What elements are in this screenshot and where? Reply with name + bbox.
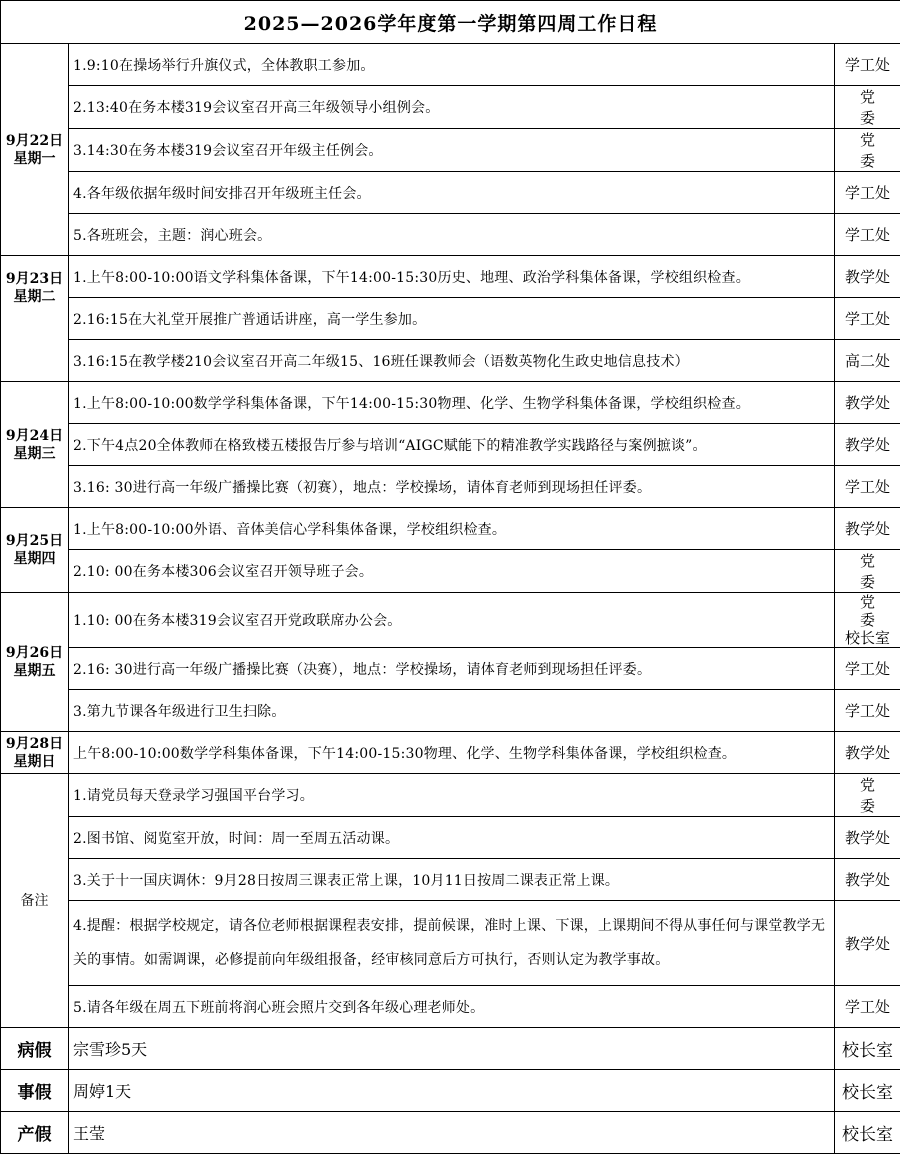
dept-cell: 教学处 [835, 859, 900, 901]
table-row [1, 986, 900, 1028]
leave-type: 病假 [1, 1028, 69, 1070]
note-item: 3.关于十一国庆调休：9月28日按周三课表正常上课，10月11日按周二课表正常上课。 [69, 859, 835, 901]
schedule-item: 2.16: 30进行高一年级广播操比赛（决赛），地点：学校操场，请体育老师到现场担任评委。 [69, 648, 835, 690]
day-cell [1, 44, 69, 256]
day-weekday: 星期一 [1, 150, 68, 168]
dept-cell: 教学处 [835, 508, 900, 550]
dept-cell: 党 委 [835, 550, 900, 593]
day-weekday: 星期五 [1, 662, 68, 680]
table-row [1, 817, 900, 859]
leave-row [1, 1070, 900, 1112]
table-row [1, 424, 900, 466]
dept-cell: 教学处 [835, 382, 900, 424]
day-cell [1, 256, 69, 382]
table-row [1, 774, 900, 817]
dept-cell: 教学处 [835, 817, 900, 859]
table-row [1, 256, 900, 298]
table-row [1, 298, 900, 340]
note-item: 5.请各年级在周五下班前将润心班会照片交到各年级心理老师处。 [69, 986, 835, 1028]
table-row [1, 129, 900, 172]
dept-cell: 党 委 [835, 129, 900, 172]
dept-cell [835, 593, 900, 648]
schedule-item: 2.10: 00在务本楼306会议室召开领导班子会。 [69, 550, 835, 593]
table-row [1, 901, 900, 986]
leave-name: 王莹 [69, 1112, 835, 1154]
schedule-item: 1.上午8:00-10:00数学学科集体备课，下午14:00-15:30物理、化学、生物学科集体备课，学校组织检查。 [69, 382, 835, 424]
day-date: 9月28日 [1, 735, 68, 753]
table-row [1, 44, 900, 86]
dept-cell: 学工处 [835, 44, 900, 86]
schedule-item: 1.9:10在操场举行升旗仪式，全体教职工参加。 [69, 44, 835, 86]
note-item: 1.请党员每天登录学习强国平台学习。 [69, 774, 835, 817]
page-title: 2025—2026学年度第一学期第四周工作日程 [1, 1, 900, 44]
day-cell [1, 593, 69, 732]
table-row [1, 340, 900, 382]
dept-cell: 教学处 [835, 424, 900, 466]
day-weekday: 星期日 [1, 753, 68, 771]
dept-cell: 教学处 [835, 256, 900, 298]
day-cell [1, 382, 69, 508]
dept-cell: 教学处 [835, 901, 900, 986]
table-row [1, 550, 900, 593]
dept-cell: 学工处 [835, 298, 900, 340]
dept-cell: 党 委 [835, 86, 900, 129]
schedule-item: 3.第九节课各年级进行卫生扫除。 [69, 690, 835, 732]
dept-cell: 学工处 [835, 690, 900, 732]
table-row [1, 859, 900, 901]
schedule-item: 1.上午8:00-10:00语文学科集体备课，下午14:00-15:30历史、地理、政治学科集体备课，学校组织检查。 [69, 256, 835, 298]
dept-cell: 学工处 [835, 214, 900, 256]
dept-cell: 学工处 [835, 986, 900, 1028]
table-row [1, 732, 900, 774]
dept-cell: 党 委 [835, 774, 900, 817]
schedule-item: 1.10: 00在务本楼319会议室召开党政联席办公会。 [69, 593, 835, 648]
table-row [1, 382, 900, 424]
leave-dept: 校长室 [835, 1112, 900, 1154]
leave-name: 周婷1天 [69, 1070, 835, 1112]
schedule-item: 2.下午4点20全体教师在格致楼五楼报告厅参与培训“AIGC赋能下的精准教学实践路径与案例摭谈”。 [69, 424, 835, 466]
table-row [1, 466, 900, 508]
note-item: 2.图书馆、阅览室开放，时间：周一至周五活动课。 [69, 817, 835, 859]
dept-cell: 学工处 [835, 648, 900, 690]
schedule-item: 1.上午8:00-10:00外语、音体美信心学科集体备课，学校组织检查。 [69, 508, 835, 550]
day-date: 9月22日 [1, 132, 68, 150]
day-date: 9月23日 [1, 270, 68, 288]
dept-cell: 学工处 [835, 466, 900, 508]
table-row [1, 593, 900, 648]
table-row [1, 214, 900, 256]
table-row [1, 690, 900, 732]
notes-label: 备注 [1, 774, 69, 1028]
schedule-item: 4.各年级依据年级时间安排召开年级班主任会。 [69, 172, 835, 214]
day-cell [1, 508, 69, 593]
schedule-item: 2.13:40在务本楼319会议室召开高三年级领导小组例会。 [69, 86, 835, 129]
schedule-item: 3.16:15在教学楼210会议室召开高二年级15、16班任课教师会（语数英物化生政史地信息技术） [69, 340, 835, 382]
day-date: 9月25日 [1, 532, 68, 550]
schedule-item: 3.14:30在务本楼319会议室召开年级主任例会。 [69, 129, 835, 172]
schedule-item: 2.16:15在大礼堂开展推广普通话讲座，高一学生参加。 [69, 298, 835, 340]
table-row [1, 86, 900, 129]
dept-line: 党 委 [835, 593, 900, 629]
day-weekday: 星期三 [1, 445, 68, 463]
schedule-item: 3.16: 30进行高一年级广播操比赛（初赛），地点：学校操场，请体育老师到现场担任评委。 [69, 466, 835, 508]
title-row [1, 1, 900, 44]
table-row [1, 648, 900, 690]
table-row [1, 172, 900, 214]
dept-cell: 教学处 [835, 732, 900, 774]
leave-row [1, 1112, 900, 1154]
day-date: 9月24日 [1, 427, 68, 445]
dept-cell: 高二处 [835, 340, 900, 382]
day-cell [1, 732, 69, 774]
dept-line: 校长室 [835, 629, 900, 647]
table-row [1, 508, 900, 550]
day-weekday: 星期二 [1, 288, 68, 306]
day-date: 9月26日 [1, 644, 68, 662]
leave-type: 产假 [1, 1112, 69, 1154]
day-weekday: 星期四 [1, 550, 68, 568]
leave-dept: 校长室 [835, 1028, 900, 1070]
schedule-item: 上午8:00-10:00数学学科集体备课，下午14:00-15:30物理、化学、生物学科集体备课，学校组织检查。 [69, 732, 835, 774]
leave-row [1, 1028, 900, 1070]
leave-dept: 校长室 [835, 1070, 900, 1112]
note-item: 4.提醒：根据学校规定，请各位老师根据课程表安排，提前候课，准时上课、下课，上课期间不得从事任何与课堂教学无关的事情。如需调课，必修提前向年级组报备，经审核同意后方可执行，否则认定为教学事故。 [69, 901, 835, 986]
schedule-item: 5.各班班会，主题：润心班会。 [69, 214, 835, 256]
dept-cell: 学工处 [835, 172, 900, 214]
leave-name: 宗雪珍5天 [69, 1028, 835, 1070]
leave-type: 事假 [1, 1070, 69, 1112]
